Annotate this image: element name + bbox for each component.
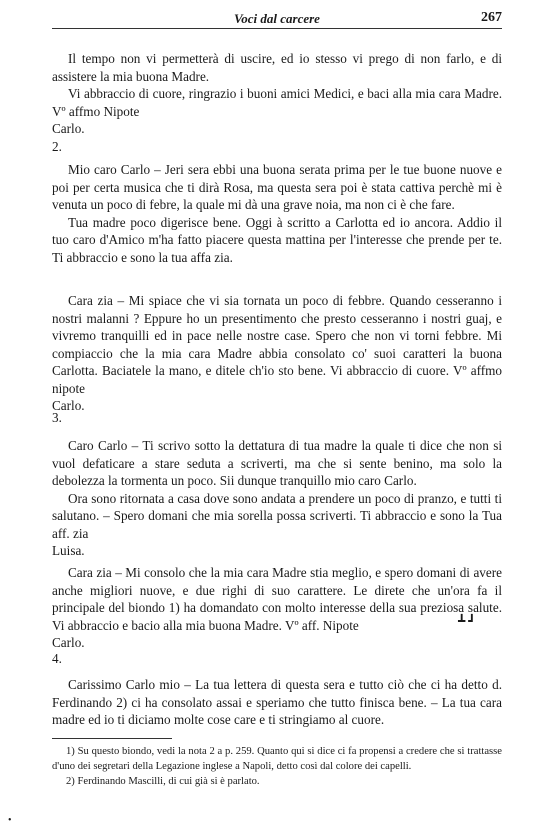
letter-number-2 [52,138,502,156]
footnote-separator [52,738,502,739]
letter-number-3 [52,409,502,427]
separator-line [52,738,172,739]
paragraph: Tua madre poco digerisce bene. Oggi à scritto a Carlotta ed io ancora. Addio il tuo caro d'Amico m'ha fatto piacere questa mattina per l'interesse che prende per te. Ti abbraccio e sono la tua affa zia. [52,214,502,265]
signature: Luisa. [52,543,85,558]
footnote-1: 1) Su questo biondo, vedi la nota 2 a p. 259. Quanto qui si dice ci fa propensi a credere che si trattasse d'uno dei segretari della Legazione inglese a Napoli, detto così dal colore dei capelli. [52,746,502,772]
paragraph: Il tempo non vi permetterà di uscire, ed io stesso vi prego di non farlo, e di assistere la mia buona Madre. [52,51,502,84]
paragraph: Cara zia – Mi consolo che la mia cara Madre stia meglio, e spero domani di avere anche migliori nuove, e due righi di suo carattere. Le direte che un'ora fa il principale del biondo 1) ha domandato con molto interesse della sua preziosa salute. Vi abbraccio e bacio alla mia buona Madre. Vº aff. Nipote [52,565,502,633]
section-number: 3. [52,410,62,425]
paragraph: Carissimo Carlo mio – La tua lettera di questa sera e tutto ciò che ci ha detto d. Ferdinando 2) ci ha consolato assai e speriamo che tutto finisca bene. – La tua cara madre ed io ti diciamo molte cose care e ti stringiamo al cuore. [52,677,502,727]
letter-block-6 [52,676,502,729]
paragraph: Cara zia – Mi spiace che vi sia tornata un poco di febbre. Quando cesseranno i nostri malanni ? Eppure ho un presentimento che presto cesseranno i nostri guaj, e vivremo tranquilli ed in pace nelle nostre case. Spero che non vi torni febbre. Mi compiaccio che la mia cara Madre abbia consolato co' suoi caratteri la buona Carlotta. Baciatele la mano, e ditele ch'io sto bene. Vi abbraccio di cuore. Vº affmo nipote [52,293,502,396]
signature: Carlo. [52,398,85,413]
footnotes [52,744,502,789]
footnote-2: 2) Ferdinando Mascilli, di cui già si è parlato. [66,776,260,787]
signature: Carlo. [52,121,85,136]
letter-block-4 [52,437,502,560]
page-number: 267 [481,10,502,25]
paragraph: Mio caro Carlo – Jeri sera ebbi una buona serata prima per le tue buone nuove e poi per certa musica che ti dirà Rosa, ma questa sera poi è stata cattiva perchè mi è venuta un poco di febre, la quale mi dà una grave noia, ma non ci è che fare. [52,162,502,212]
letter-block-2 [52,161,502,266]
running-header [52,8,502,29]
marginal-mark: ┻ ┛ [458,614,476,628]
paragraph: Caro Carlo – Ti scrivo sotto la dettatura di tua madre la quale ti dice che non si vuol defaticare a stare seduta a scriverti, ma che si sente benino, ma solo la debolezza la tormenta un poco. Sii dunque tranquillo mio caro Carlo. [52,438,502,488]
letter-number-4 [52,650,502,668]
paragraph: Ora sono ritornata a casa dove sono andata a prendere un poco di pranzo, e tutti ti salutano. – Spero domani che mia sorella possa scriverti. Ti abbraccio e sono la Tua aff. zia [52,490,502,541]
signature: Carlo. [52,635,85,650]
letter-block-1 [52,50,502,138]
corner-speck: • [8,815,12,826]
paragraph: Vi abbraccio di cuore, ringrazio i buoni amici Medici, e baci alla mia cara Madre. Vº affmo Nipote [52,86,502,119]
running-title: Voci dal carcere [234,11,320,26]
section-number: 2. [52,139,62,154]
section-number: 4. [52,651,62,666]
letter-block-5 [52,564,502,652]
letter-block-3 [52,292,502,415]
